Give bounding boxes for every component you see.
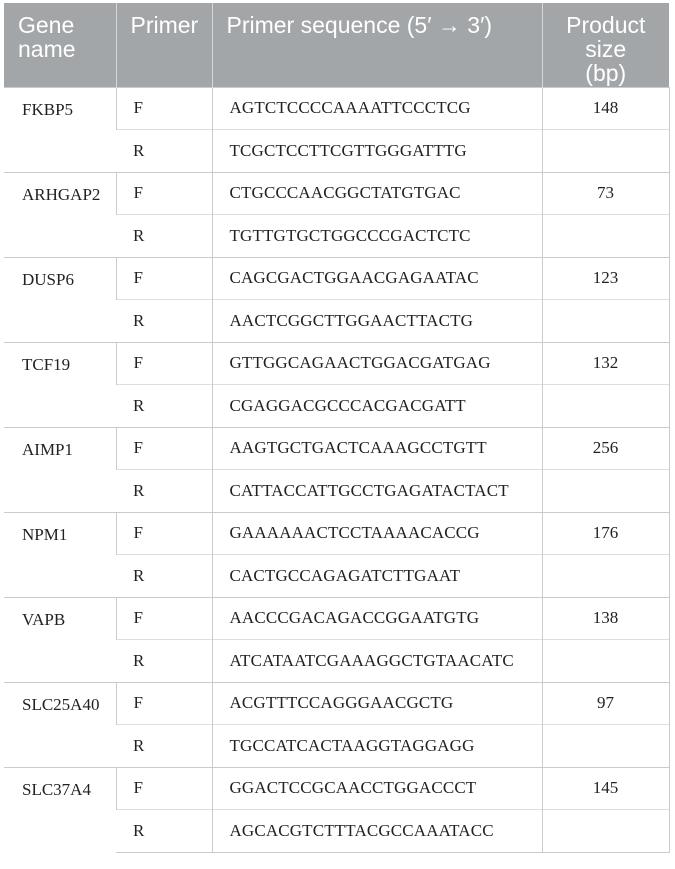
- gene-name-cell: SLC25A40: [4, 682, 116, 767]
- reverse-sequence-cell: ATCATAATCGAAAGGCTGTAACATC: [212, 640, 542, 683]
- forward-sequence-cell: AACCCGACAGACCGGAATGTG: [212, 597, 542, 640]
- product-size-cell: 138: [542, 597, 669, 640]
- product-size-cell: 145: [542, 767, 669, 810]
- product-size-empty-cell: [542, 130, 669, 173]
- primer-direction-cell: R: [116, 470, 212, 513]
- primer-direction-cell: R: [116, 810, 212, 853]
- gene-name-cell: DUSP6: [4, 257, 116, 342]
- product-size-cell: 176: [542, 512, 669, 555]
- product-size-empty-cell: [542, 640, 669, 683]
- forward-sequence-cell: AGTCTCCCCAAAATTCCCTCG: [212, 87, 542, 130]
- reverse-sequence-cell: TCGCTCCTTCGTTGGGATTTG: [212, 130, 542, 173]
- header-row: [4, 3, 669, 87]
- primer-direction-cell: F: [116, 87, 212, 130]
- product-size-cell: 148: [542, 87, 669, 130]
- table-row-forward: [4, 87, 669, 130]
- forward-sequence-cell: CTGCCCAACGGCTATGTGAC: [212, 172, 542, 215]
- gene-name-cell: NPM1: [4, 512, 116, 597]
- primer-direction-cell: R: [116, 555, 212, 598]
- reverse-sequence-cell: CGAGGACGCCCACGACGATT: [212, 385, 542, 428]
- product-size-empty-cell: [542, 215, 669, 258]
- header-gene-name: Gene name: [4, 3, 116, 87]
- reverse-sequence-cell: CATTACCATTGCCTGAGATACTACT: [212, 470, 542, 513]
- primer-direction-cell: F: [116, 172, 212, 215]
- table-row-forward: [4, 257, 669, 300]
- forward-sequence-cell: AAGTGCTGACTCAAAGCCTGTT: [212, 427, 542, 470]
- table-body: [4, 87, 669, 852]
- reverse-sequence-cell: AACTCGGCTTGGAACTTACTG: [212, 300, 542, 343]
- forward-sequence-cell: GTTGGCAGAACTGGACGATGAG: [212, 342, 542, 385]
- primer-direction-cell: F: [116, 767, 212, 810]
- table-row-forward: [4, 427, 669, 470]
- product-size-empty-cell: [542, 470, 669, 513]
- primer-direction-cell: F: [116, 342, 212, 385]
- product-size-cell: 97: [542, 682, 669, 725]
- table-row-forward: [4, 512, 669, 555]
- primer-direction-cell: F: [116, 597, 212, 640]
- primer-direction-cell: R: [116, 385, 212, 428]
- table-header: [4, 3, 669, 87]
- forward-sequence-cell: GGACTCCGCAACCTGGACCCT: [212, 767, 542, 810]
- gene-name-cell: SLC37A4: [4, 767, 116, 852]
- primer-direction-cell: R: [116, 215, 212, 258]
- table-row-forward: [4, 172, 669, 215]
- primer-direction-cell: R: [116, 725, 212, 768]
- product-size-empty-cell: [542, 385, 669, 428]
- forward-sequence-cell: GAAAAAACTCCTAAAACACCG: [212, 512, 542, 555]
- reverse-sequence-cell: TGCCATCACTAAGGTAGGAGG: [212, 725, 542, 768]
- table-row-forward: [4, 342, 669, 385]
- product-size-empty-cell: [542, 555, 669, 598]
- primer-direction-cell: F: [116, 682, 212, 725]
- table-row-forward: [4, 682, 669, 725]
- reverse-sequence-cell: AGCACGTCTTTACGCCAAATACC: [212, 810, 542, 853]
- table-row-forward: [4, 767, 669, 810]
- product-size-empty-cell: [542, 300, 669, 343]
- primer-direction-cell: F: [116, 257, 212, 300]
- gene-name-cell: FKBP5: [4, 87, 116, 172]
- header-primer-sequence: Primer sequence (5′ → 3′): [212, 3, 542, 87]
- reverse-sequence-cell: TGTTGTGCTGGCCCGACTCTC: [212, 215, 542, 258]
- header-product-size: Product size (bp): [542, 3, 669, 87]
- table-row-forward: [4, 597, 669, 640]
- primer-direction-cell: F: [116, 427, 212, 470]
- product-size-empty-cell: [542, 810, 669, 853]
- product-size-cell: 73: [542, 172, 669, 215]
- product-size-empty-cell: [542, 725, 669, 768]
- product-size-cell: 256: [542, 427, 669, 470]
- gene-name-cell: ARHGAP2: [4, 172, 116, 257]
- primer-direction-cell: R: [116, 130, 212, 173]
- product-size-cell: 123: [542, 257, 669, 300]
- primer-direction-cell: R: [116, 300, 212, 343]
- forward-sequence-cell: CAGCGACTGGAACGAGAATAC: [212, 257, 542, 300]
- primer-direction-cell: R: [116, 640, 212, 683]
- gene-name-cell: AIMP1: [4, 427, 116, 512]
- header-primer: Primer: [116, 3, 212, 87]
- primer-table: [4, 3, 670, 853]
- gene-name-cell: VAPB: [4, 597, 116, 682]
- reverse-sequence-cell: CACTGCCAGAGATCTTGAAT: [212, 555, 542, 598]
- product-size-cell: 132: [542, 342, 669, 385]
- gene-name-cell: TCF19: [4, 342, 116, 427]
- primer-direction-cell: F: [116, 512, 212, 555]
- forward-sequence-cell: ACGTTTCCAGGGAACGCTG: [212, 682, 542, 725]
